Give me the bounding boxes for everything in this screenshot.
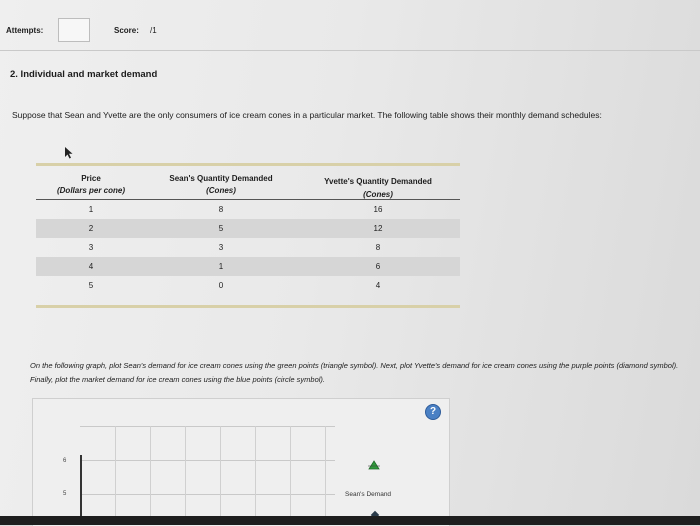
mouse-cursor-icon: [64, 147, 74, 159]
table-row: [36, 276, 460, 295]
cell-sean-qty: 5: [146, 219, 296, 238]
grid-line: [255, 426, 256, 525]
col-subheader-sean: (Cones): [146, 186, 296, 200]
table-row: [36, 257, 460, 276]
table-row: [36, 238, 460, 257]
grid-line: [325, 426, 326, 525]
attempts-label: Attempts:: [6, 26, 44, 35]
screen-bezel: [0, 516, 700, 525]
y-tick-label: 6: [63, 458, 67, 464]
header-bar: [0, 12, 700, 48]
graph-panel[interactable]: [32, 398, 450, 526]
header-divider: [0, 50, 700, 51]
question-intro: Suppose that Sean and Yvette are the only consumers of ice cream cones in a particular market. The following table shows their monthly demand schedules:: [12, 110, 602, 120]
col-header-price: Price: [81, 174, 101, 183]
table-row: [36, 219, 460, 238]
cell-price: 4: [36, 257, 146, 276]
grid-line: [80, 460, 335, 461]
col-subheader-price: (Dollars per cone): [36, 186, 146, 200]
grid-line: [115, 426, 116, 525]
cell-sean-qty: 8: [218, 205, 224, 214]
col-subheader-yvette: (Cones): [296, 186, 460, 200]
question-title: 2. Individual and market demand: [10, 69, 158, 80]
cell-yvette-qty: 16: [373, 205, 383, 214]
cell-sean-qty: 0: [218, 281, 224, 290]
grid-line: [80, 494, 335, 495]
score-label: Score:: [114, 26, 139, 35]
cell-price: 2: [36, 219, 146, 238]
grid-line: [290, 426, 291, 525]
cell-price: 3: [88, 243, 94, 252]
col-header-yvette: Yvette's Quantity Demanded: [324, 177, 432, 186]
cell-sean-qty: 3: [218, 243, 224, 252]
cell-price: 5: [88, 281, 94, 290]
grid-line: [80, 426, 335, 427]
help-icon[interactable]: ?: [425, 404, 441, 420]
cell-price: 1: [88, 205, 94, 214]
table-bottom-rule: [36, 305, 460, 308]
col-header-sean: Sean's Quantity Demanded: [169, 174, 273, 183]
demand-schedule-table: [36, 166, 460, 295]
grid-line: [220, 426, 221, 525]
legend-label-sean: Sean's Demand: [345, 491, 392, 498]
cell-yvette-qty: 4: [375, 281, 381, 290]
sean-demand-triangle-icon[interactable]: [368, 460, 380, 470]
cell-yvette-qty: 8: [375, 243, 381, 252]
score-value: /1: [150, 26, 157, 35]
graph-instructions: On the following graph, plot Sean's demand for ice cream cones using the green points (triangle symbol). Next, plot Yvette's demand for ice cream cones using the purple points (diamond symbol). Finally, plot the market demand for ice cream cones using the blue points (circle symbol).: [30, 361, 679, 384]
grid-line: [185, 426, 186, 525]
y-tick-label: 5: [63, 491, 67, 497]
grid-line: [150, 426, 151, 525]
cell-yvette-qty: 6: [296, 257, 460, 276]
cell-sean-qty: 1: [146, 257, 296, 276]
cell-yvette-qty: 12: [296, 219, 460, 238]
table-row: [36, 200, 460, 220]
attempts-field: [58, 18, 90, 42]
y-axis: [80, 455, 82, 525]
